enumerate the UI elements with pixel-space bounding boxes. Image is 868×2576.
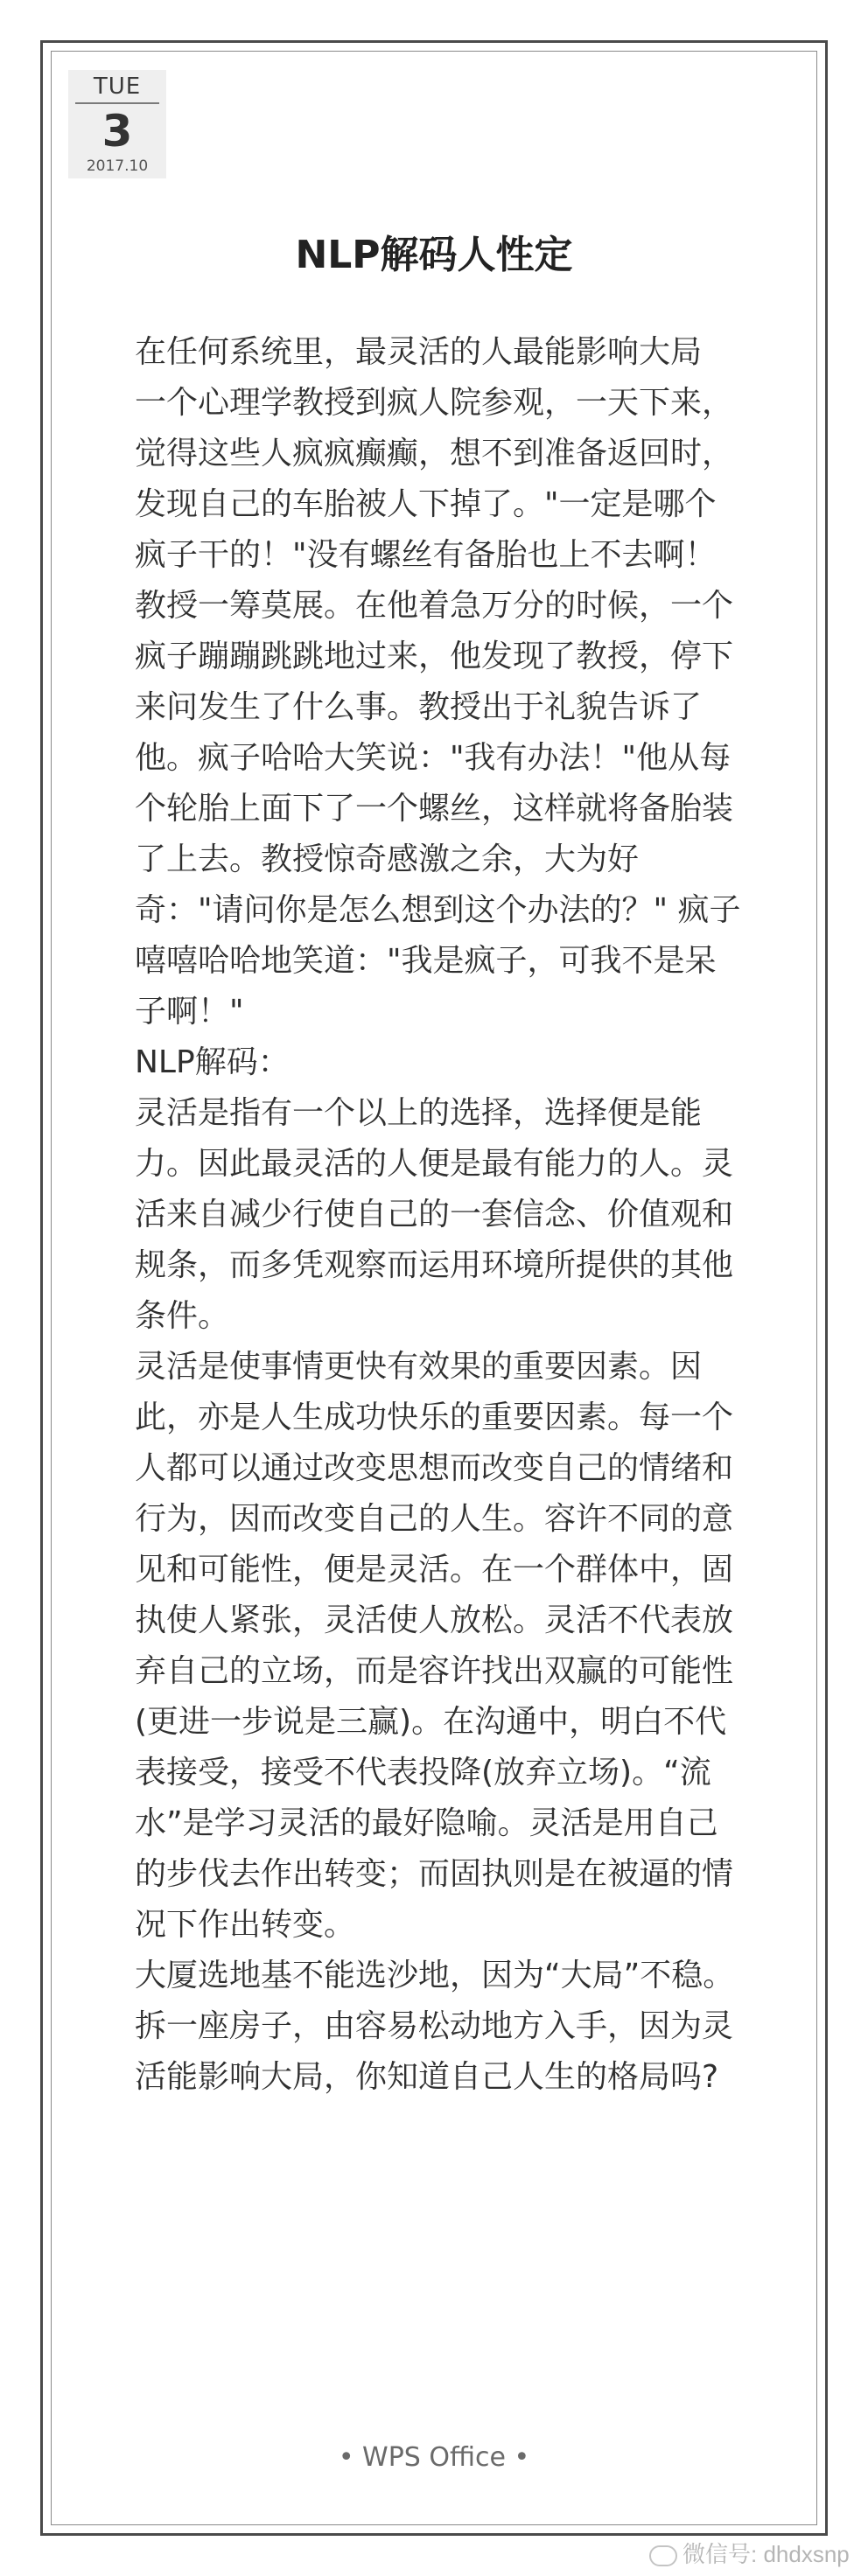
watermark-text: 微信号: dhdxsnp [682, 2541, 850, 2567]
paragraph-flexibility: 灵活是指有一个以上的选择，选择便是能力。因此最灵活的人便是最有能力的人。灵活来自减少行使自己的一套信念、价值观和规条，而多凭观察而运用环境所提供的其他条件。 [135, 1095, 734, 1334]
date-weekday: TUE [93, 73, 142, 100]
article-title: NLP解码人性定 [295, 233, 573, 277]
date-divider [75, 102, 159, 104]
paragraph-conclusion: 大厦选地基不能选沙地，因为“大局”不稳。拆一座房子，由容易松动地方入手，因为灵活能影响大局，你知道自己人生的格局吗? [135, 1958, 735, 2095]
footer-brand: • WPS Office • [338, 2442, 530, 2473]
watermark [649, 2537, 850, 2569]
paragraph-nlp-heading: NLP解码： [135, 1044, 290, 1080]
date-day: 3 [102, 106, 133, 157]
wechat-icon [649, 2545, 677, 2566]
article-body [135, 327, 747, 2103]
paragraph-importance: 灵活是使事情更快有效果的重要因素。因此，亦是人生成功快乐的重要因素。每一个人都可以通过改变思想而改变自己的情绪和行为，因而改变自己的人生。容许不同的意见和可能性，便是灵活。在一个群体中，固执使人紧张，灵活使人放松。灵活不代表放弃自己的立场，而是容许找出双赢的可能性(更进一步说是三赢)。在沟通中，明白不代表接受，接受不代表投降(放弃立场)。“流水”是学习灵活的最好隐喻。灵活是用自己的步伐去作出转变；而固执则是在被逼的情况下作出转变。 [135, 1349, 734, 1943]
date-year-month: 2017.10 [86, 157, 149, 175]
paragraph-lead: 在任何系统里，最灵活的人最能影响大局 [135, 334, 703, 370]
paragraph-story: 一个心理学教授到疯人院参观，一天下来，觉得这些人疯疯癫癫，想不到准备返回时，发现自己的车胎被人下掉了。"一定是哪个疯子干的！"没有螺丝有备胎也上不去啊！教授一筹莫展。在他着急万分的时候，一个疯子蹦蹦跳跳地过来，他发现了教授，停下来问发生了什么事。教授出于礼貌告诉了他。疯子哈哈大笑说："我有办法！"他从每个轮胎上面下了一个螺丝，这样就将备胎装了上去。教授惊奇感激之余，大为好奇："请问你是怎么想到这个办法的？" 疯子嘻嘻哈哈地笑道："我是疯子，可我不是呆子啊！" [135, 385, 741, 1030]
date-badge [68, 70, 166, 178]
